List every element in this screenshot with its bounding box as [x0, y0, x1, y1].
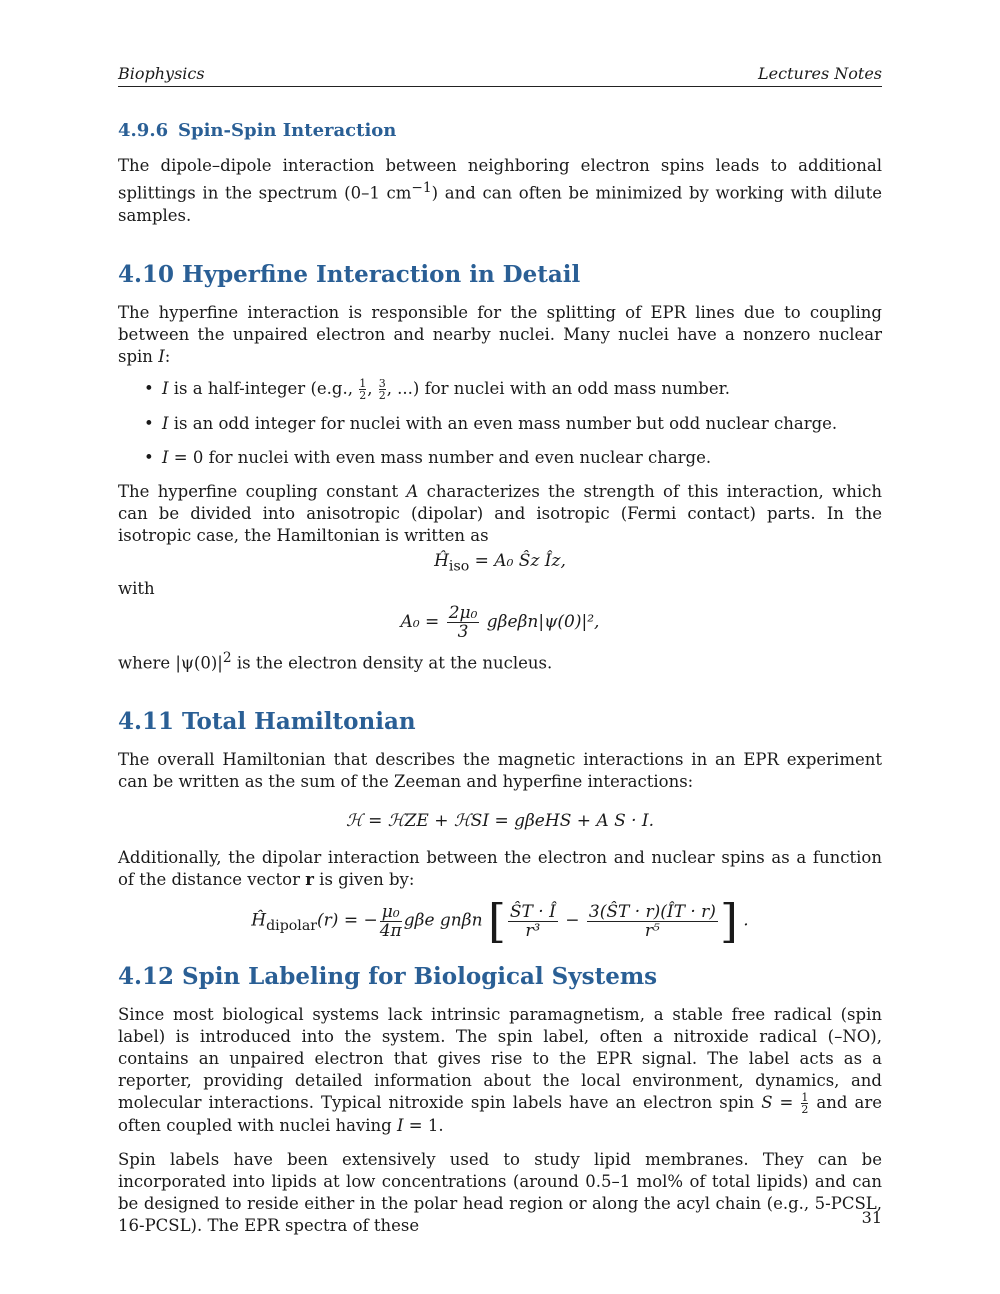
running-header [118, 64, 882, 87]
paragraph-spin-spin: The dipole–dipole interaction between neighboring electron spins leads to additional splittings in the spectrum (0–1 $cm^{-1}$) and can often be minimized by working with dilute samples. [118, 156, 882, 225]
equation-iso-hamiltonian: $Ĥ_{iso} = A_0$ Ŝz Îz, [434, 550, 566, 574]
paragraph-with: with [118, 578, 155, 598]
equation-total-hamiltonian: ℋ = ℋZE + ℋSI = gβeHS + A S · I. [345, 811, 655, 832]
section-title: Spin Labeling for Biological Systems [182, 963, 658, 991]
subsection-title: Spin-Spin Interaction [178, 120, 397, 141]
list-item: • I = 0 for nuclei with even mass number and even nuclear charge. [144, 447, 712, 467]
paragraph-spin-labeling: Since most biological systems lack intrinsic paramagnetism, a stable free radical (spin label) is introduced into the system. The spin label, often a nitroxide radical (–NO), contains an unpaired electron that gives rise to the EPR signal. The label acts as a reporter, providing detailed information about the local environment, dynamics, and molecular interactions. Typical nitroxide spin labels have an electron spin S = $\frac{1}{2}$ and are often coupled with nuclei having I = 1. [118, 1005, 882, 1136]
section-number: 4.10 [118, 260, 175, 288]
list-item: • I is an odd integer for nuclei with an even mass number but odd nuclear charge. [144, 413, 838, 433]
paragraph-hyperfine-constant: The hyperfine coupling constant A characterizes the strength of this interaction, which can be divided into anisotropic (dipolar) and isotropic (Fermi contact) parts. In the isotropic case, the Hamiltonian is written as [118, 481, 882, 545]
page [118, 64, 882, 1237]
section-title: Hyperfine Interaction in Detail [182, 260, 581, 288]
section-heading-4-12 [118, 963, 882, 990]
spin-list [118, 378, 882, 469]
section-heading-4-11 [118, 708, 882, 735]
list-item: • I is a half-integer (e.g., $\frac{1}{2}$ , $\frac{3}{2}$ , ...) for nuclei with an odd mass number. [144, 376, 730, 402]
page-number: 31 [861, 1208, 882, 1227]
section-number: 4.11 [118, 708, 175, 736]
section-title: Total Hamiltonian [182, 708, 416, 736]
paragraph-lipid-membranes: Spin labels have been extensively used to study lipid membranes. They can be incorporated into lipids at low concentrations (around 0.5–1 mol% of total lipids) and can be designed to reside either in the polar head region or along the acyl chain (e.g., 5-PCSL, 16-PCSL). The EPR spectra of these [118, 1150, 882, 1236]
equation-dipolar: $Ĥ_{dipolar}(r)$ = − $\frac{\text{μ₀}}{4\pi}$ gβe gnβn [ $\frac{ŜT \cdot Î}{\text{r³}}$ − $\frac{3(ŜT \cdot r)(ÎT \cdot r)}{\text{r⁵}}$ ] . [251, 894, 749, 949]
paragraph-hyperfine-intro: The hyperfine interaction is responsible for the splitting of EPR lines due to coupling between the unpaired electron and nearby nuclei. Many nuclei have a nonzero nuclear spin I: [118, 302, 882, 366]
section-number: 4.12 [118, 963, 175, 991]
header-right: Lectures Notes [758, 64, 882, 83]
paragraph-dipolar: Additionally, the dipolar interaction between the electron and nuclear spins as a function of the distance vector r is given by: [118, 848, 882, 890]
subsection-number: 4.9.6 [118, 120, 169, 141]
section-heading-4-10 [118, 261, 882, 288]
paragraph-total-hamiltonian: The overall Hamiltonian that describes the magnetic interactions in an EPR experiment can be written as the sum of the Zeeman and hyperfine interactions: [118, 750, 882, 792]
subsection-heading-4-9-6 [118, 120, 882, 141]
paragraph-density: where $|\psi(0)|^2$ is the electron density at the nucleus. [118, 649, 553, 673]
equation-a0: A₀ = $\frac{\text{2μ₀}}{3}$ gβeβn|ψ(0)|², [400, 602, 600, 642]
header-left: Biophysics [118, 64, 205, 83]
